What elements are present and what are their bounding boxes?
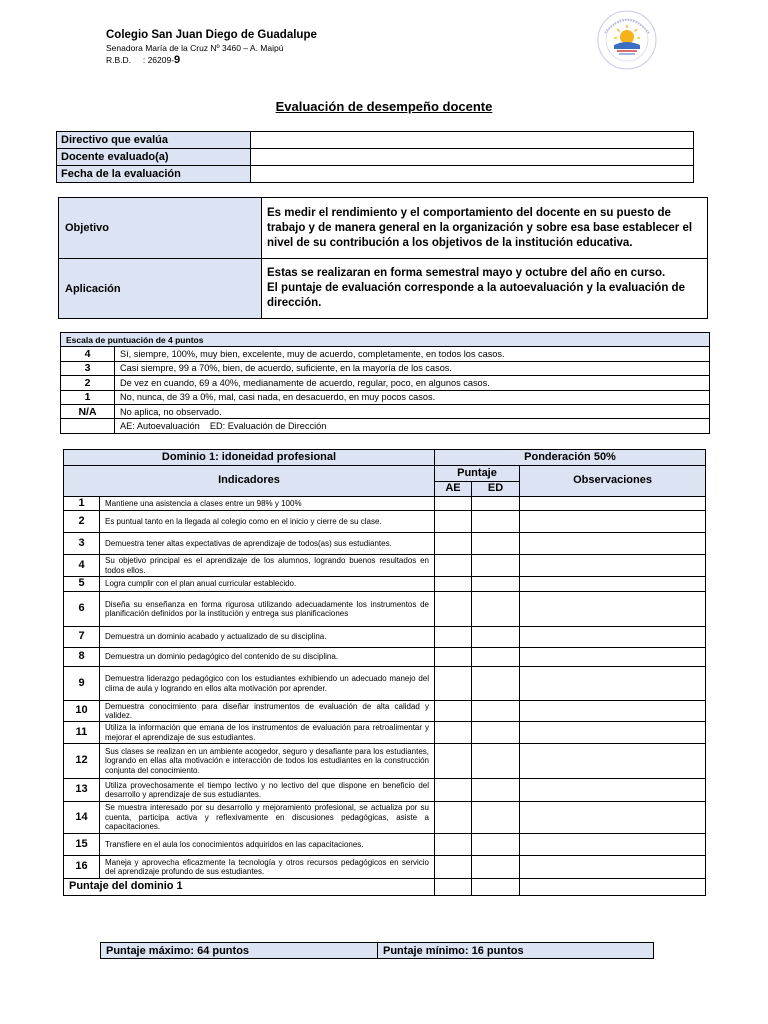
indicator-row — [64, 648, 706, 667]
indicator-text: Utiliza la información que emana de los instrumentos de evaluación para retroalimentar y mejorar el aprendizaje de sus estudiantes. — [100, 722, 435, 744]
indicator-text: Demuestra un dominio acabado y actualizado de su disciplina. — [100, 627, 435, 648]
ed-score-cell[interactable] — [472, 627, 520, 648]
indicator-text: Diseña su enseñanza en forma rigurosa utilizando adecuadamente los instrumentos de planificación definidos por la institución y entrega sus planificaciones — [100, 592, 435, 627]
info-row — [57, 132, 694, 149]
scale-key: 3 — [61, 361, 115, 375]
scale-desc: No aplica, no observado. — [115, 404, 710, 418]
ed-score-cell[interactable] — [472, 667, 520, 701]
scale-desc: No, nunca, de 39 a 0%, mal, casi nada, en desacuerdo, en muy pocos casos. — [115, 390, 710, 404]
info-label-teacher: Docente evaluado(a) — [57, 149, 251, 166]
ae-score-cell[interactable] — [435, 555, 472, 577]
scale-key — [61, 419, 115, 433]
indicator-number: 13 — [64, 779, 100, 802]
indicator-text: Transfiere en el aula los conocimientos adquiridos en las capacitaciones. — [100, 834, 435, 856]
observations-cell[interactable] — [520, 834, 706, 856]
info-label-date: Fecha de la evaluación — [57, 166, 251, 183]
indicator-number: 1 — [64, 497, 100, 511]
indicator-row — [64, 744, 706, 779]
scale-table — [60, 332, 710, 434]
indicator-number: 11 — [64, 722, 100, 744]
domain-title: Dominio 1: idoneidad profesional — [64, 450, 435, 466]
domain-weight: Ponderación 50% — [435, 450, 706, 466]
indicator-row — [64, 511, 706, 533]
observations-cell[interactable] — [520, 744, 706, 779]
ed-header: ED — [472, 482, 520, 497]
indicator-number: 3 — [64, 533, 100, 555]
indicator-number: 12 — [64, 744, 100, 779]
ed-score-cell[interactable] — [472, 533, 520, 555]
ed-score-cell[interactable] — [472, 802, 520, 834]
scale-row — [61, 419, 710, 433]
ae-header: AE — [435, 482, 472, 497]
indicator-number: 5 — [64, 577, 100, 592]
evaluation-info-table — [56, 131, 694, 183]
indicator-text: Sus clases se realizan en un ambiente acogedor, seguro y desafiante para los estudiantes, logrando en ellas alta motivación e interacción de todos los estudiantes en la construcción conjunta del conocimiento. — [100, 744, 435, 779]
indicator-text: Demuestra tener altas expectativas de aprendizaje de todos(as) sus estudiantes. — [100, 533, 435, 555]
indicator-text: Demuestra liderazgo pedagógico con los estudiantes exhibiendo un adecuado manejo del clima de aula y logrando en ellos alta motivación por aprender. — [100, 667, 435, 701]
observations-cell[interactable] — [520, 667, 706, 701]
school-logo — [595, 9, 659, 71]
ed-score-cell[interactable] — [472, 834, 520, 856]
school-rbd — [106, 54, 317, 67]
indicator-number: 16 — [64, 856, 100, 879]
scale-key: 1 — [61, 390, 115, 404]
indicator-number: 7 — [64, 627, 100, 648]
observations-cell[interactable] — [520, 577, 706, 592]
observations-cell[interactable] — [520, 648, 706, 667]
application-line-2: El puntaje de evaluación corresponde a la autoevaluación y la evaluación de dirección. — [267, 282, 685, 309]
ed-score-cell[interactable] — [472, 744, 520, 779]
observations-cell[interactable] — [520, 779, 706, 802]
indicator-number: 2 — [64, 511, 100, 533]
total-ae-cell[interactable] — [435, 879, 472, 896]
indicator-row — [64, 627, 706, 648]
indicator-text: Logra cumplir con el plan anual curricular establecido. — [100, 577, 435, 592]
scale-row — [61, 404, 710, 418]
domain-total-label: Puntaje del dominio 1 — [64, 879, 435, 896]
indicator-row — [64, 779, 706, 802]
indicator-text: Mantiene una asistencia a clases entre un 98% y 100% — [100, 497, 435, 511]
ae-score-cell[interactable] — [435, 744, 472, 779]
scale-title: Escala de puntuación de 4 puntos — [61, 333, 710, 347]
observations-cell[interactable] — [520, 511, 706, 533]
ae-score-cell[interactable] — [435, 497, 472, 511]
indicator-text: Su objetivo principal es el aprendizaje de los alumnos, logrando buenos resultados en todos ellos. — [100, 555, 435, 577]
ae-score-cell[interactable] — [435, 722, 472, 744]
scale-row — [61, 376, 710, 390]
indicator-text: Se muestra interesado por su desarrollo y mejoramiento profesional, se actualiza por su cuenta, participa activa y reflexivamente en discusiones pedagógicas, asiste a capacitaciones. — [100, 802, 435, 834]
scale-key: N/A — [61, 404, 115, 418]
scale-key: 2 — [61, 376, 115, 390]
scale-desc: Casi siempre, 99 a 70%, bien, de acuerdo, suficiente, en la mayoría de los casos. — [115, 361, 710, 375]
info-row — [57, 166, 694, 183]
ae-score-cell[interactable] — [435, 802, 472, 834]
indicator-text: Es puntual tanto en la llegada al colegio como en el inicio y cierre de su clase. — [100, 511, 435, 533]
observations-cell[interactable] — [520, 592, 706, 627]
indicator-row — [64, 592, 706, 627]
scale-desc: De vez en cuando, 69 a 40%, medianamente de acuerdo, regular, poco, en algunos casos. — [115, 376, 710, 390]
document-title: Evaluación de desempeño docente — [275, 99, 493, 114]
ed-score-cell[interactable] — [472, 701, 520, 722]
indicator-row — [64, 856, 706, 879]
ae-score-cell[interactable] — [435, 511, 472, 533]
objective-text: Es medir el rendimiento y el comportamiento del docente en su puesto de trabajo y de manera general en la organización y sobre esa base establecer el nivel de su contribución a los objetivos de la institución educativa. — [262, 198, 708, 259]
rbd-value: : 26209- — [142, 55, 175, 65]
observations-cell[interactable] — [520, 627, 706, 648]
indicator-row — [64, 533, 706, 555]
indicator-number: 9 — [64, 667, 100, 701]
ae-score-cell[interactable] — [435, 834, 472, 856]
indicator-text: Utiliza provechosamente el tiempo lectivo y no lectivo del que dispone en beneficio del desarrollo y aprendizaje de sus estudiantes. — [100, 779, 435, 802]
ae-score-cell[interactable] — [435, 577, 472, 592]
objective-table — [58, 197, 708, 319]
score-header: Puntaje — [435, 466, 520, 482]
observations-cell[interactable] — [520, 533, 706, 555]
observations-header: Observaciones — [520, 466, 706, 497]
ed-score-cell[interactable] — [472, 779, 520, 802]
indicator-number: 14 — [64, 802, 100, 834]
ae-score-cell[interactable] — [435, 648, 472, 667]
observations-cell[interactable] — [520, 802, 706, 834]
ae-score-cell[interactable] — [435, 533, 472, 555]
ed-score-cell[interactable] — [472, 511, 520, 533]
ed-score-cell[interactable] — [472, 555, 520, 577]
ed-score-cell[interactable] — [472, 856, 520, 879]
observations-cell[interactable] — [520, 701, 706, 722]
date-field[interactable] — [251, 166, 694, 183]
indicator-row — [64, 497, 706, 511]
ed-score-cell[interactable] — [472, 592, 520, 627]
indicator-text: Maneja y aprovecha eficazmente la tecnología y otros recursos pedagógicos en servicio del aprendizaje profundo de sus estudiantes. — [100, 856, 435, 879]
indicators-body — [64, 497, 706, 879]
ae-score-cell[interactable] — [435, 627, 472, 648]
total-observations-cell[interactable] — [520, 879, 706, 896]
indicator-number: 6 — [64, 592, 100, 627]
ed-score-cell[interactable] — [472, 648, 520, 667]
scale-key: 4 — [61, 347, 115, 361]
domain-header-row — [64, 450, 706, 466]
application-row — [59, 259, 708, 319]
info-label-evaluator: Directivo que evalúa — [57, 132, 251, 149]
application-label: Aplicación — [59, 259, 262, 319]
objective-label: Objetivo — [59, 198, 262, 259]
indicator-row — [64, 701, 706, 722]
score-summary-row — [101, 943, 654, 959]
rbd-digit: 9 — [174, 54, 181, 66]
school-header — [106, 28, 317, 67]
application-text — [262, 259, 708, 319]
school-name: Colegio San Juan Diego de Guadalupe — [106, 29, 317, 41]
max-score: Puntaje máximo: 64 puntos — [101, 943, 378, 959]
observations-cell[interactable] — [520, 555, 706, 577]
ed-score-cell[interactable] — [472, 577, 520, 592]
indicator-row — [64, 555, 706, 577]
evaluator-field[interactable] — [251, 132, 694, 149]
indicator-text: Demuestra un dominio pedagógico del contenido de su disciplina. — [100, 648, 435, 667]
columns-header-row — [64, 466, 706, 482]
school-address: Senadora María de la Cruz Nº 3460 – A. Maipú — [106, 43, 284, 53]
score-summary-table — [100, 942, 654, 959]
observations-cell[interactable] — [520, 856, 706, 879]
ed-score-cell[interactable] — [472, 722, 520, 744]
indicator-number: 15 — [64, 834, 100, 856]
teacher-field[interactable] — [251, 149, 694, 166]
indicator-row — [64, 577, 706, 592]
indicators-header: Indicadores — [64, 466, 435, 497]
scale-legend: AE: Autoevaluación ED: Evaluación de Dirección — [115, 419, 710, 433]
domain-table — [63, 449, 706, 896]
indicator-row — [64, 834, 706, 856]
scale-row — [61, 390, 710, 404]
indicator-text: Demuestra conocimiento para diseñar instrumentos de evaluación de alta calidad y validez. — [100, 701, 435, 722]
ae-score-cell[interactable] — [435, 856, 472, 879]
indicator-row — [64, 667, 706, 701]
observations-cell[interactable] — [520, 497, 706, 511]
ae-score-cell[interactable] — [435, 779, 472, 802]
scale-row — [61, 347, 710, 361]
scale-header-row — [61, 333, 710, 347]
rbd-label: R.B.D. — [106, 55, 132, 65]
indicator-number: 10 — [64, 701, 100, 722]
info-row — [57, 149, 694, 166]
application-line-1: Estas se realizaran en forma semestral mayo y octubre del año en curso. — [267, 267, 666, 279]
total-ed-cell[interactable] — [472, 879, 520, 896]
min-score: Puntaje mínimo: 16 puntos — [378, 943, 654, 959]
objective-row — [59, 198, 708, 259]
scale-desc: Sí, siempre, 100%, muy bien, excelente, muy de acuerdo, completamente, en todos los casos. — [115, 347, 710, 361]
ae-score-cell[interactable] — [435, 667, 472, 701]
ae-score-cell[interactable] — [435, 592, 472, 627]
ed-score-cell[interactable] — [472, 497, 520, 511]
indicator-row — [64, 802, 706, 834]
observations-cell[interactable] — [520, 722, 706, 744]
ae-score-cell[interactable] — [435, 701, 472, 722]
indicator-row — [64, 722, 706, 744]
domain-total-row — [64, 879, 706, 896]
indicator-number: 8 — [64, 648, 100, 667]
scale-row — [61, 361, 710, 375]
indicator-number: 4 — [64, 555, 100, 577]
